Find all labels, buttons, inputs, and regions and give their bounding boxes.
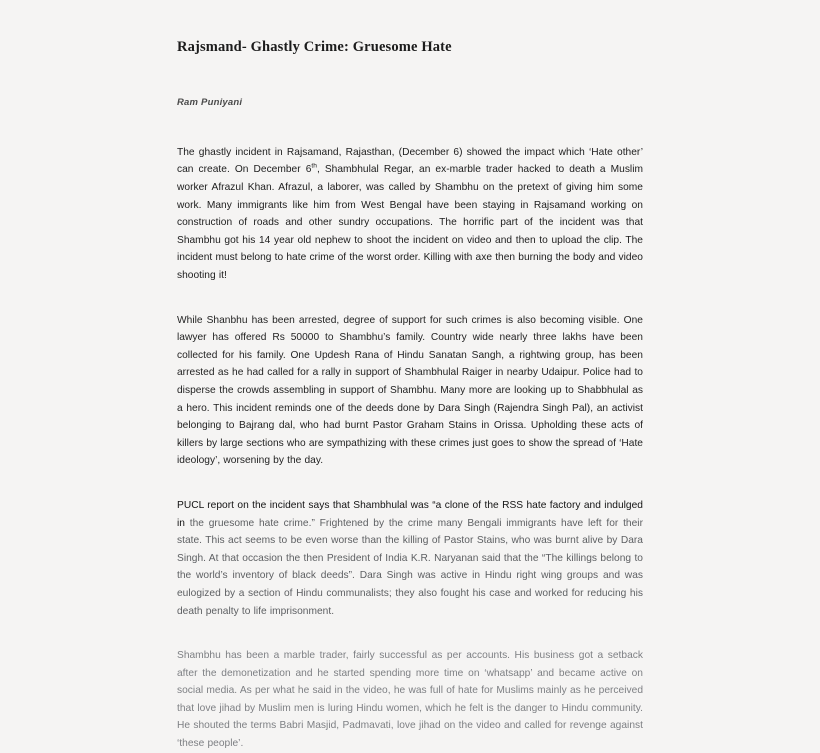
paragraph-3-text: the gruesome hate crime.” Frightened by the crime many Bengali immigrants have left for their state. This act seems to be even worse than the killing of Pastor Stains, who was burnt alive by Dara Singh. At that occasion the then President of India K.R. Naryanan said that the “The killings belong to the world’s inventory of black deeds”. Dara Singh was active in Hindu right wing groups and was eulogized by a section of Hindu communalists; they also fought his case and worked for reducing his death penalty to life imprisonment. [177,517,643,617]
paragraph-3 [177,497,643,620]
article-body [177,108,643,753]
ordinal-suffix: th [311,163,317,171]
paragraph-1 [177,144,643,285]
paragraph-3-lead: PUCL report on the incident says that Shambhulal was “a clone of the RSS hate factory and indulged in [177,499,643,529]
author-byline: Ram Puniyani [177,96,243,108]
page-title: Rajsmand- Ghastly Crime: Gruesome Hate [177,39,452,55]
paragraph-1-text: The ghastly incident in Rajsamand, Rajasthan, (December 6) showed the impact which ‘Hate other’ can create. On December 6th, Shambhulal Regar, an ex-marble trader hacked to death a Muslim worker Afrazul Khan. Afrazul, a laborer, was called by Shambhu on the pretext of giving him some work. Many immigrants like him from West Bengal have been staying in Rajsamand working on construction of roads and other sundry occupations. The horrific part of the incident was that Shambhu got his 14 year old nephew to shoot the incident on video and then to upload the clip. The incident must belong to hate crime of the worst order. Killing with axe then burning the body and video shooting it! [177,146,644,281]
paragraph-2: While Shanbhu has been arrested, degree of support for such crimes is also becoming visible. One lawyer has offered Rs 50000 to Shambhu’s family. Country wide nearly three lakhs have been collected for his family. One Updesh Rana of Hindu Sanatan Sangh, a rightwing group, has been arrested as he had called for a rally in support of Shambhulal Raiger in nearby Udaipur. Police had to disperse the crowds assembling in support of Shambhu. Many more are looking up to Shabbhulal as a hero. This incident reminds one of the deeds done by Dara Singh (Rajendra Singh Pal), an activist belonging to Bajrang dal, who had burnt Pastor Graham Stains in Orissa. Upholding these acts of killers by large sections who are sympathizing with these crimes just goes to show the spread of ‘Hate ideology’, worsening by the day. [177,314,643,467]
paragraph-4: Shambhu has been a marble trader, fairly successful as per accounts. His business got a setback after the demonetization and he started spending more time on ‘whatsapp’ and became active on social media. As per what he said in the video, he was full of hate for Muslims mainly as he perceived that love jihad by Muslim men is luring Hindu women, which he felt is the danger to Hindu community. He shouted the terms Babri Masjid, Padmavati, love jihad on the video and called for revenge against ‘these people’. [177,650,643,750]
document-content [177,0,643,753]
